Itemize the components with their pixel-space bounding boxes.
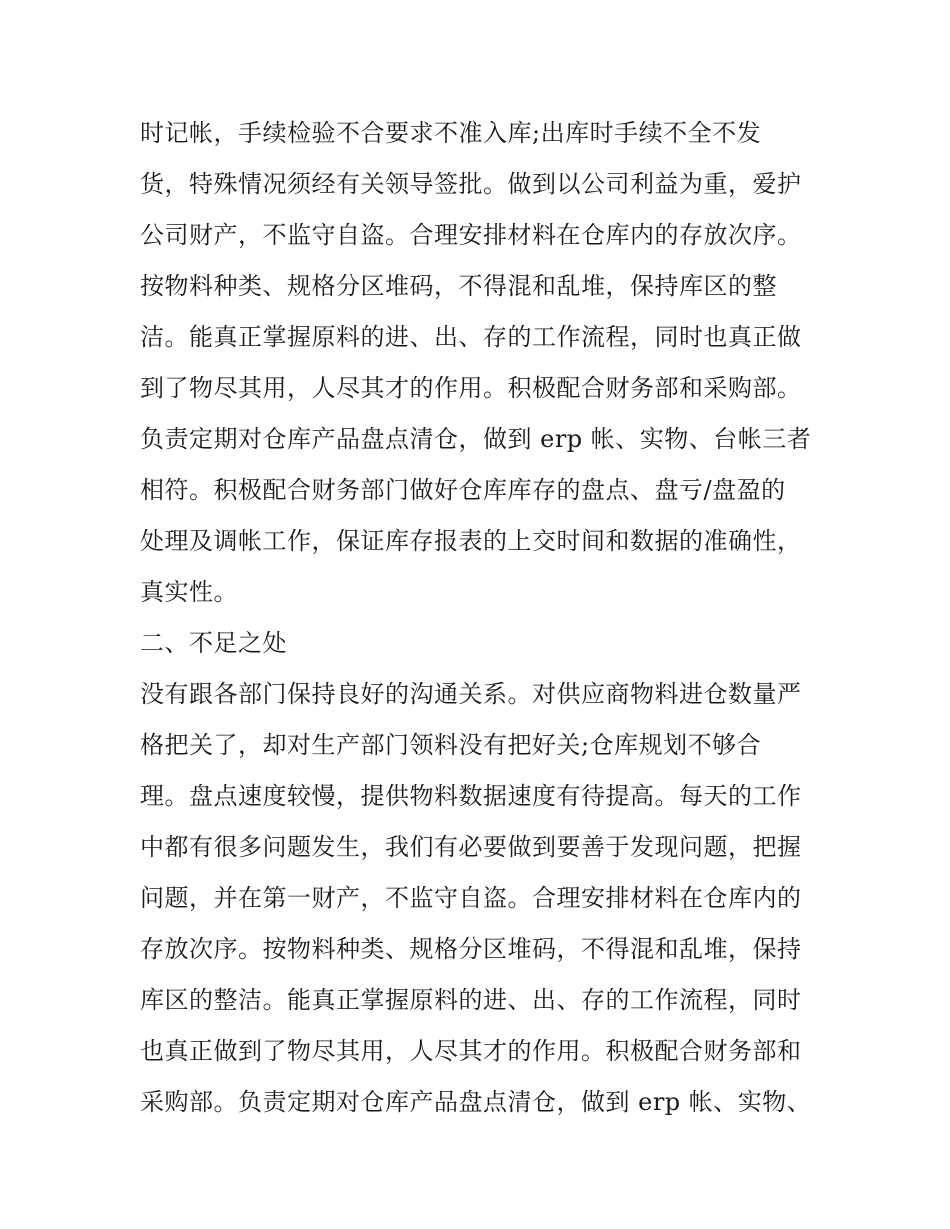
text-line: 到了物尽其用，人尽其才的作用。积极配合财务部和采购部。 (140, 374, 802, 402)
text-line: 没有跟各部门保持良好的沟通关系。对供应商物料进仓数量严 (140, 680, 802, 708)
text-line: 真实性。 (140, 578, 238, 606)
text-line: 时记帐，手续检验不合要求不准入库;出库时手续不全不发 (140, 119, 762, 147)
section-heading: 二、不足之处 (140, 629, 287, 657)
text-line: 货，特殊情况须经有关领导签批。做到以公司利益为重，爱护 (140, 170, 802, 198)
text-line: 公司财产，不监守自盗。合理安排材料在仓库内的存放次序。 (140, 221, 802, 249)
text-line: 相符。积极配合财务部门做好仓库库存的盘点、盘亏/盘盈的 (140, 476, 786, 504)
text-line: 处理及调帐工作，保证库存报表的上交时间和数据的准确性， (140, 527, 802, 555)
text-line: 格把关了，却对生产部门领料没有把好关;仓库规划不够合 (140, 731, 762, 759)
text-line: 负责定期对仓库产品盘点清仓，做到 erp 帐、实物、台帐三者 (140, 425, 812, 453)
text-line: 中都有很多问题发生，我们有必要做到要善于发现问题，把握 (140, 833, 802, 861)
body-text (140, 108, 820, 1128)
text-line: 采购部。负责定期对仓库产品盘点清仓，做到 erp 帐、实物、 (140, 1088, 812, 1116)
text-line: 也真正做到了物尽其用，人尽其才的作用。积极配合财务部和 (140, 1037, 802, 1065)
text-line: 理。盘点速度较慢，提供物料数据速度有待提高。每天的工作 (140, 782, 802, 810)
text-line: 问题，并在第一财产，不监守自盗。合理安排材料在仓库内的 (140, 884, 802, 912)
text-line: 库区的整洁。能真正掌握原料的进、出、存的工作流程，同时 (140, 986, 802, 1014)
text-line: 存放次序。按物料种类、规格分区堆码，不得混和乱堆，保持 (140, 935, 802, 963)
text-line: 按物料种类、规格分区堆码，不得混和乱堆，保持库区的整 (140, 272, 777, 300)
text-line: 洁。能真正掌握原料的进、出、存的工作流程，同时也真正做 (140, 323, 802, 351)
